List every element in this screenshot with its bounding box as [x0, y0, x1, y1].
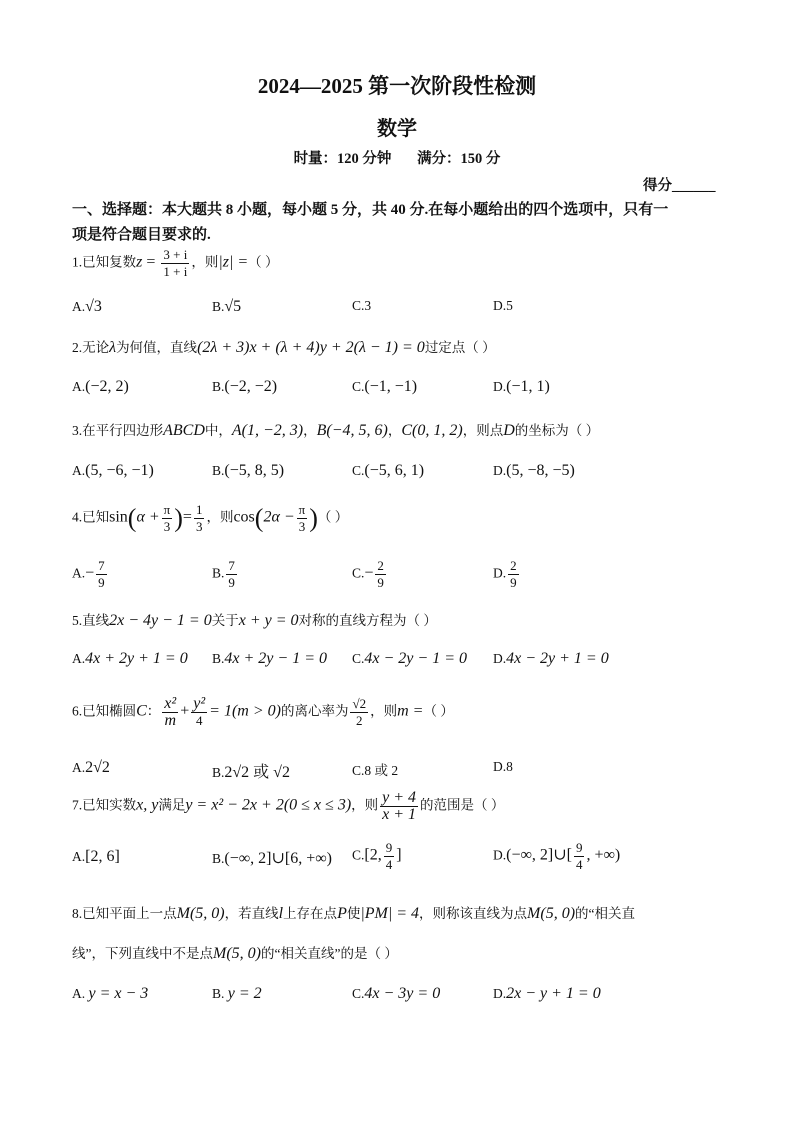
question-5: 5.直线2x − 4y − 1 = 0关于x + y = 0对称的直线方程为（ ） [72, 612, 437, 629]
q4-option-a[interactable]: A.− $\frac{7}{9}$ [72, 558, 105, 590]
question-8-line2: 线”，下列直线中不是点M(5, 0)的“相关直线”的是（ ） [72, 945, 398, 962]
q4-option-b[interactable]: B. $\frac{7}{9}$ [212, 558, 235, 590]
question-3: 3.在平行四边形ABCD中，A(1, −2, 3)，B(−4, 5, 6)，C(0, 1, 2)，则点D的坐标为（ ） [72, 422, 600, 439]
q5-option-d[interactable]: D.4x − 2y + 1 = 0 [493, 650, 609, 667]
section-heading-line1: 一、选择题：本大题共 8 小题，每小题 5 分，共 40 分.在每小题给出的四个选项中，只有一 [72, 202, 669, 218]
q3-option-d[interactable]: D.(5, −8, −5) [493, 462, 575, 479]
section-heading-line2: 项是符合题目要求的. [72, 227, 211, 243]
score-field: 得分______ [643, 178, 716, 194]
time-limit: 时量：120 分钟 [293, 151, 392, 167]
q3-option-b[interactable]: B.(−5, 8, 5) [212, 462, 285, 479]
q2-option-d[interactable]: D.(−1, 1) [493, 378, 550, 395]
q8-option-a[interactable]: A. y = x − 3 [72, 985, 149, 1002]
q5-option-b[interactable]: B.4x + 2y − 1 = 0 [212, 650, 327, 667]
subject-title: 数学 [377, 118, 417, 140]
question-4: 4.已知sin(α + $\frac{\pi}{3}$ )= $\frac{1}{3}$ ，则cos(2α − $\frac{\pi}{3}$ )（ ） [72, 502, 349, 534]
q2-option-c[interactable]: C.(−1, −1) [352, 378, 418, 395]
q2-option-b[interactable]: B.(−2, −2) [212, 378, 278, 395]
q8-option-c[interactable]: C.4x − 3y = 0 [352, 985, 441, 1002]
fraction: $\frac{3 + i}{1 + i}$ [163, 247, 188, 279]
q8-option-d[interactable]: D.2x − y + 1 = 0 [493, 985, 601, 1002]
question-2: 2.无论λ为何值，直线(2λ + 3)x + (λ + 4)y + 2(λ − 1) = 0过定点（ ） [72, 339, 496, 356]
q1-option-a[interactable]: A.√3 [72, 298, 102, 315]
q2-option-a[interactable]: A.(−2, 2) [72, 378, 129, 395]
q6-option-b[interactable]: B.2√2 或 √2 [212, 764, 290, 781]
q3-option-a[interactable]: A.(5, −6, −1) [72, 462, 154, 479]
q7-option-a[interactable]: A.[2, 6] [72, 848, 120, 865]
q8-option-b[interactable]: B. y = 2 [212, 985, 262, 1002]
q6-option-a[interactable]: A.2√2 [72, 759, 110, 776]
q5-option-a[interactable]: A.4x + 2y + 1 = 0 [72, 650, 188, 667]
q1-option-c[interactable]: C.3 [352, 298, 372, 313]
question-7: 7.已知实数x, y满足y = x² − 2x + 2(0 ≤ x ≤ 3)，则 $\frac{y + 4}{x + 1}$ 的范围是（ ） [72, 789, 505, 823]
q7-option-b[interactable]: B.(−∞, 2]∪[6, +∞) [212, 850, 332, 867]
exam-title: 2024—2025 第一次阶段性检测 [257, 74, 537, 98]
q7-option-d[interactable]: D.(−∞, 2]∪[ $\frac{9}{4}$ , +∞) [493, 840, 621, 872]
question-6: 6.已知椭圆C： $\frac{\text{x²}}{m}$ + $\frac{\text{y²}}{4}$ = 1(m > 0)的离心率为 $\frac{√2}{2}$ ，则m =（ ） [72, 695, 454, 729]
q6-option-c[interactable]: C.8 或 2 [352, 763, 399, 778]
q3-option-c[interactable]: C.(−5, 6, 1) [352, 462, 425, 479]
q1-option-d[interactable]: D.5 [493, 298, 513, 313]
q4-option-c[interactable]: C.− $\frac{2}{9}$ [352, 558, 384, 590]
q7-option-c[interactable]: C.[2, $\frac{9}{4}$ ] [352, 840, 402, 872]
q4-option-d[interactable]: D. $\frac{2}{9}$ [493, 558, 517, 590]
exam-meta [0, 147, 794, 168]
q5-option-c[interactable]: C.4x − 2y − 1 = 0 [352, 650, 467, 667]
question-8-line1: 8.已知平面上一点M(5, 0)，若直线l上存在点P使|PM| = 4，则称该直线为点M(5, 0)的“相关直 [72, 905, 636, 922]
q6-option-d[interactable]: D.8 [493, 759, 513, 774]
question-1: 1.已知复数z = $\frac{3 + i}{1 + i}$ ，则|z| =（ ） [72, 247, 279, 279]
full-score: 满分：150 分 [417, 151, 501, 167]
q1-option-b[interactable]: B.√5 [212, 298, 242, 315]
